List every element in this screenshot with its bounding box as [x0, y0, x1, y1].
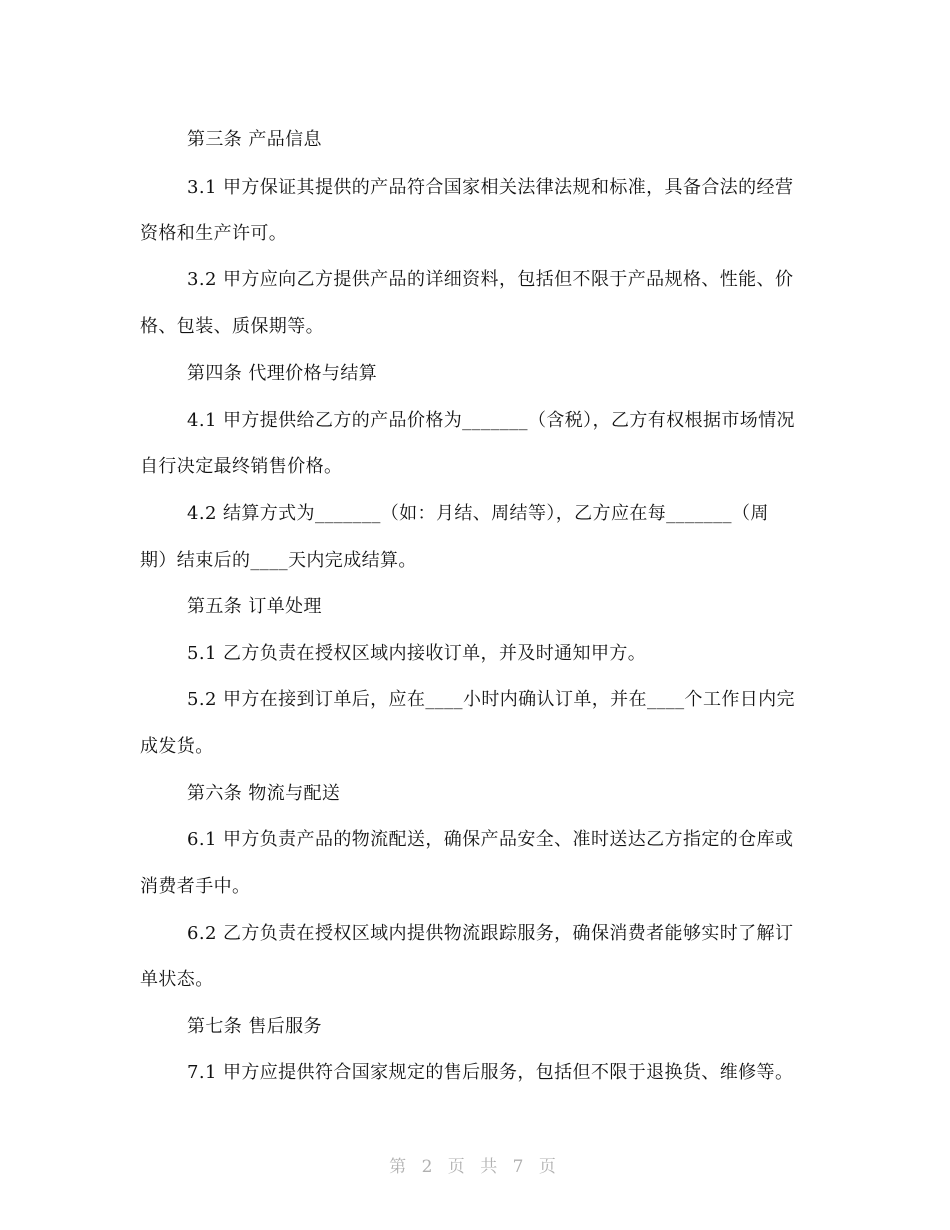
paragraph-line: 期）结束后的____天内完成结算。 [140, 550, 417, 571]
paragraph-line: 格、包装、质保期等。 [140, 316, 324, 337]
paragraph-line: 4.2 结算方式为_______（如：月结、周结等），乙方应在每_______（周 [187, 503, 769, 524]
article-heading: 第七条 售后服务 [187, 1016, 322, 1037]
paragraph-line: 6.1 甲方负责产品的物流配送，确保产品安全、准时送达乙方指定的仓库或 [187, 829, 794, 850]
paragraph-line: 资格和生产许可。 [140, 223, 288, 244]
paragraph-line: 5.1 乙方负责在授权区域内接收订单，并及时通知甲方。 [187, 643, 647, 664]
paragraph-line: 5.2 甲方在接到订单后，应在____小时内确认订单，并在____个工作日内完 [187, 689, 795, 710]
article-heading: 第四条 代理价格与结算 [187, 363, 378, 384]
article-heading: 第五条 订单处理 [187, 596, 322, 617]
page-number-footer: 第 2 页 共 7 页 [389, 1157, 561, 1177]
paragraph-line: 3.1 甲方保证其提供的产品符合国家相关法律法规和标准，具备合法的经营 [187, 177, 794, 198]
paragraph-line: 成发货。 [140, 736, 214, 757]
paragraph-line: 6.2 乙方负责在授权区域内提供物流跟踪服务，确保消费者能够实时了解订 [187, 923, 794, 944]
paragraph-line: 3.2 甲方应向乙方提供产品的详细资料，包括但不限于产品规格、性能、价 [187, 269, 794, 290]
paragraph-line: 消费者手中。 [140, 876, 251, 897]
article-heading: 第三条 产品信息 [187, 129, 322, 150]
paragraph-line: 单状态。 [140, 969, 214, 990]
paragraph-line: 7.1 甲方应提供符合国家规定的售后服务，包括但不限于退换货、维修等。 [187, 1062, 794, 1083]
paragraph-line: 自行决定最终销售价格。 [140, 456, 343, 477]
article-heading: 第六条 物流与配送 [187, 783, 341, 804]
paragraph-line: 4.1 甲方提供给乙方的产品价格为_______（含税），乙方有权根据市场情况 [187, 410, 795, 431]
